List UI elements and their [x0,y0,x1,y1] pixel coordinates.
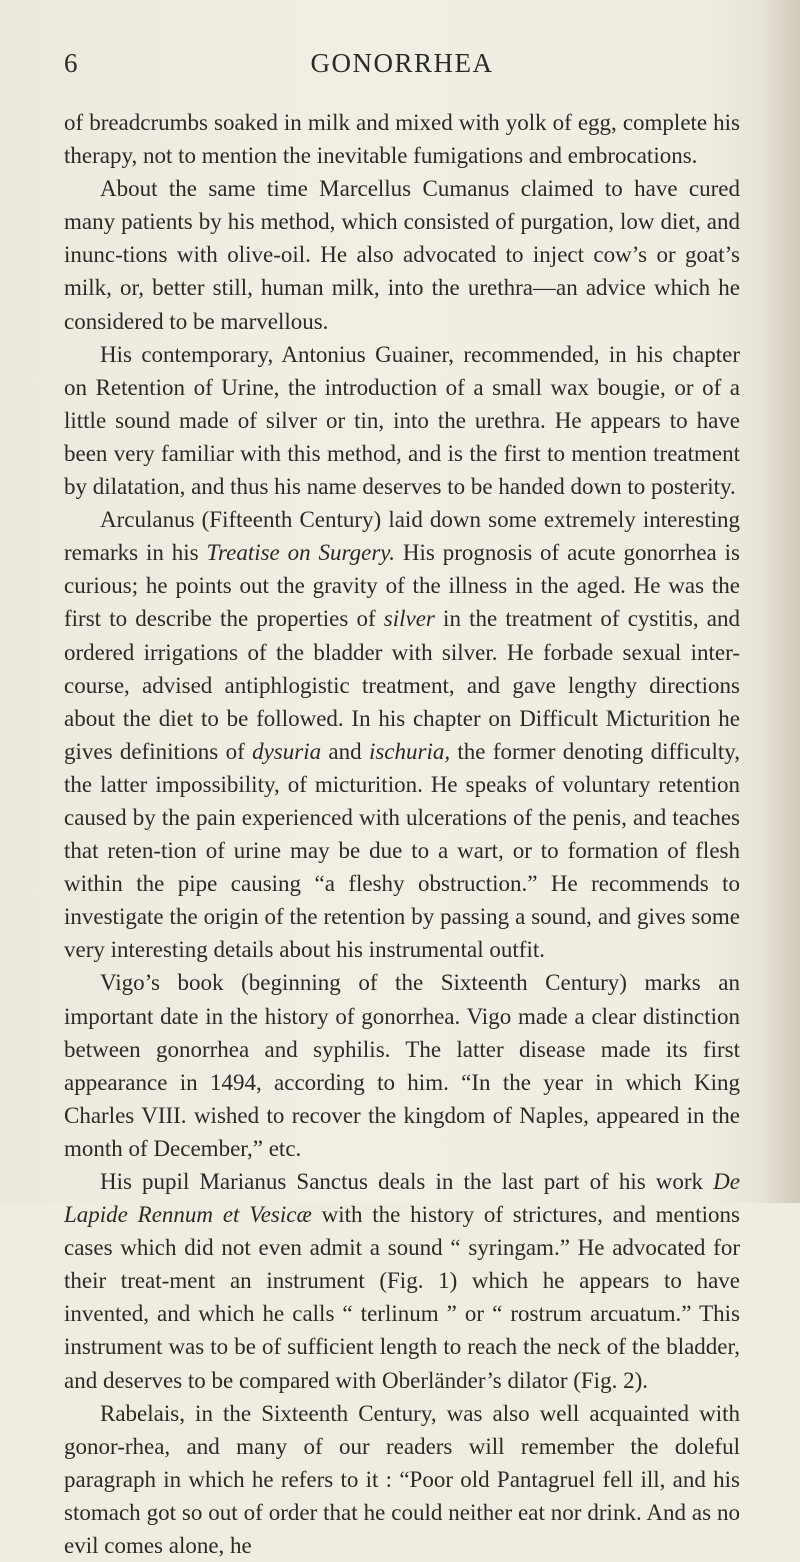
italic-text: silver [383,606,435,632]
text-run: of breadcrumbs soaked in milk and mixed with yolk of egg, complete his therapy, not to mention the inevitable fumigations and embrocations. [64,110,740,169]
italic-text: ischuria, [368,738,451,764]
text-run: Arculanus (Fifteenth Century) laid down some extremely interesting remarks in his [64,507,740,566]
text-run: and [321,738,369,764]
text-run: with the history of strictures, and mentions cases which did not even admit a sound “ syringam.” He advocated for their treat-ment an instrument (Fig. 1) which he appears to have invented, and which he calls “ terlinum ” or “ rostrum arcuatum.” This instrument was to be of sufficient length to reach the neck of the bladder, and deserves to be compared with Oberländer’s dilator (Fig. 2). [64,1202,740,1393]
text-run: Rabelais, in the Sixteenth Century, was also well acquainted with gonor-rhea, and many of our readers will remember the doleful paragraph in which he refers to it : “Poor old Pantagruel fell ill, and his stomach got so out of order that he could neither eat nor drink. And as no evil comes alone, he [64,1400,740,1559]
page-edge-shadow [760,0,800,1203]
page-number: 6 [64,48,79,78]
running-title: GONORRHEA [310,48,494,78]
text-run: His contemporary, Antonius Guainer, recommended, in his chapter on Retention of Urine, the introduction of a small wax bougie, or of a little sound made of silver or tin, into the urethra. He appears to have been very familiar with this method, and is the first to mention treatment by dilatation, and thus his name deserves to be handed down to posterity. [64,341,740,500]
paragraph [64,1397,740,1562]
text-run: About the same time Marcellus Cumanus claimed to have cured many patients by his method, which consisted of purgation, low diet, and inunc-tions with olive-oil. He also advocated to inject cow’s or goat’s milk, or, better still, human milk, into the urethra—an advice which he considered to be marvellous. [64,176,740,334]
paragraph [64,106,740,172]
italic-text: dysuria [252,738,322,764]
text-run: in the treatment of cystitis, and ordered irrigations of the bladder with silver. He forbade sexual inter-course, advised antiphlogistic treatment, and gave lengthy directions about the diet to be followed. In his chapter on Difficult Micturition he gives definitions of [64,606,740,764]
paragraph [64,338,740,503]
text-run: His pupil Marianus Sanctus deals in the last part of his work [100,1169,714,1194]
paragraph [64,172,740,337]
text-run: Vigo’s book (beginning of the Sixteenth Century) marks an important date in the history of gonorrhea. Vigo made a clear distinction between gonorrhea and syphilis. The latter disease made its first appearance in 1494, according to him. “In the year in which King Charles VIII. wished to recover the kingdom of Naples, appeared in the month of December,” etc. [64,970,740,1161]
paragraph [64,1165,740,1397]
paragraph [64,503,740,966]
body-text [64,106,740,1562]
italic-text: De Lapide Rennum et Vesicæ [64,1169,740,1228]
running-head [64,48,740,84]
text-run: His prognosis of acute gonorrhea is curious; he points out the gravity of the illness in the aged. He was the first to describe the properties of [64,540,740,632]
italic-text: Treatise on Surgery. [206,540,395,566]
text-run: the former denoting difficulty, the latter impossibility, of micturition. He speaks of voluntary retention caused by the pain experienced with ulcerations of the penis, and teaches that reten-tion of urine may be due to a wart, or to formation of flesh within the pipe causing “a fleshy obstruction.” He recommends to investigate the origin of the retention by passing a sound, and gives some very interesting details about his instrumental outfit. [64,738,740,963]
paragraph [64,966,740,1165]
